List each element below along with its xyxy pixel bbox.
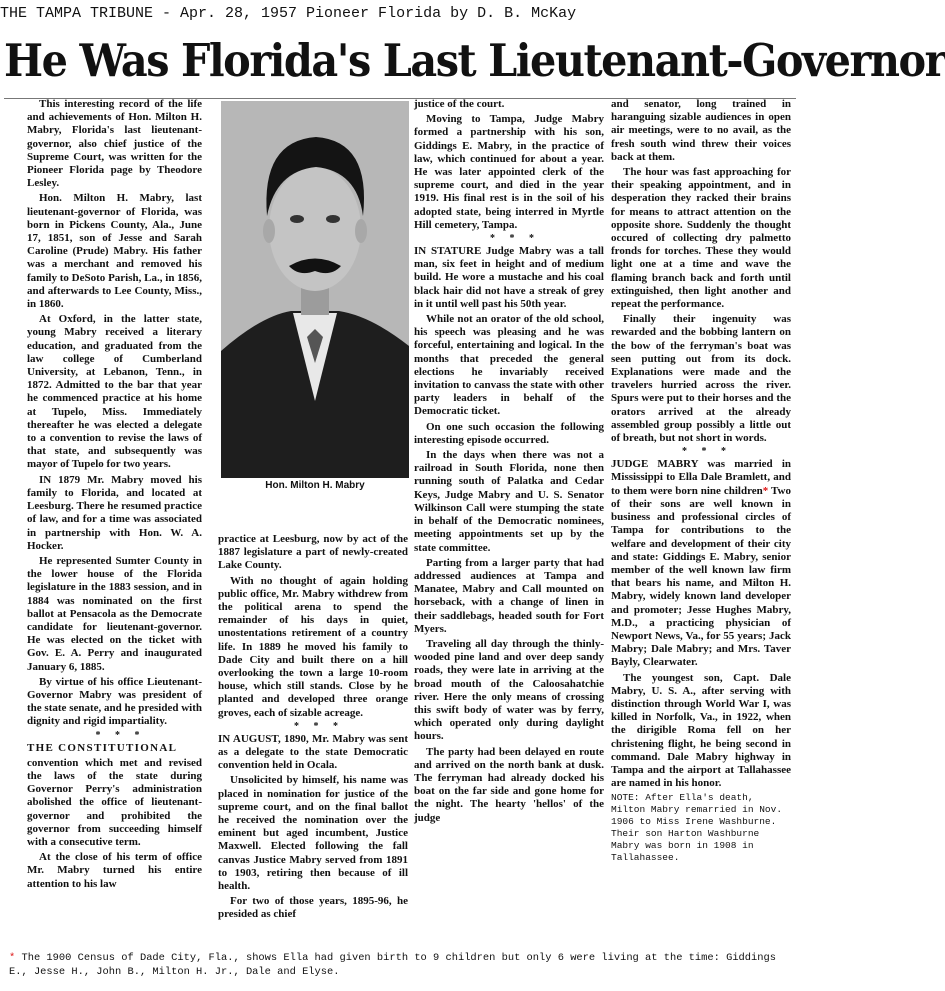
paragraph: Unsolicited by himself, his name was placed in nomination for justice of the supreme court, and on the final ballot he received the nomination over the eminent but aged incumbent, Justice Maxwell. Elected following the fall canvas Justice Mabry served from 1891 to 1903, retiring then because of ill health.	[218, 774, 408, 893]
paragraph: convention which met and revised the laws of the state during Governor Perry's administration abolished the office of lieutenant-governor and prohibited the governor from succeeding himself with a consecutive term.	[27, 756, 202, 848]
paragraph: He represented Sumter County in the lower house of the Florida legislature in the 1883 session, and in 1884 was nominated on the first ballot at Pensacola as the Democrate candidate for lieutenant-governor. He was elected on the ticket with Gov. E. A. Perry and inaugurated January 6, 1885.	[27, 554, 202, 673]
section-separator: * * *	[95, 729, 146, 741]
header-line: THE TAMPA TRIBUNE - Apr. 28, 1957 Pioneer Florida by D. B. McKay	[0, 5, 577, 22]
paragraph: By virtue of his office Lieutenant-Governor Mabry was president of the state senate, and he presided with dignity and rigid impartiality.	[27, 675, 202, 728]
portrait-photo	[221, 101, 409, 478]
paragraph: With no thought of again holding public office, Mr. Mabry withdrew from the political arena to spend the remainder of his days in quiet, unostentations retirement of a country life. In 1889 he moved his family to Dade City and built there on a hill overlooking the town a large 10-room house, which still stands. Close by he planted and developed three orange groves, each of sizable acreage.	[218, 574, 408, 719]
column-3	[414, 98, 604, 827]
footnote	[9, 951, 794, 979]
paragraph: practice at Leesburg, now by act of the 1887 legislature a part of newly-created Lake County.	[218, 533, 408, 572]
column-4	[611, 98, 791, 866]
paragraph-part: Two of their sons are well known in business and professional circles of Tampa for contributions to the welfare and development of their city and state: Giddings E. Mabry, senior member of the well known law firm that bears his name, and Milton H. Mabry, widely known land developer and promoter; Jesse Hughes Mabry, M.D., a practicing physician of Newport News, Va., for 55 years; Jack Mabry; Dale Mabry; and Mrs. Taver Bayly, Clearwater.	[611, 484, 792, 669]
paragraph: Parting from a larger party that had addressed audiences at Tampa and Manatee, Mabry and Call mounted on horseback, with a change of linen in their saddlebags, headed south for Fort Myers.	[414, 556, 604, 635]
paragraph: IN STATURE Judge Mabry was a tall man, six feet in height and of medium build. He wore a mustache and his coal black hair did not have a streak of grey in it until well past his 50th year.	[414, 245, 604, 310]
section-separator: * * *	[682, 446, 732, 458]
paragraph: IN 1879 Mr. Mabry moved his family to Florida, and located at Leesburg. There he resumed practice of law, and for a time was associated in partnership with Hon. W. A. Hocker.	[27, 473, 202, 552]
section-separator: * * *	[490, 233, 540, 245]
footnote-text: The 1900 Census of Dade City, Fla., shows Ella had given birth to 9 children but only 6 were living at the time: Giddings E., Jesse H., John B., Milton H. Jr., Dale and Elyse.	[9, 952, 776, 978]
paragraph: The hour was fast approaching for their speaking appointment, and in desperation they racked their brains for means to attract attention on the opposite shore. Suddenly the thought occured of collecting dry palmetto fronds for torches. These they would light one at a time and wave the flaming branch back and forth until extinguished, then light another and repeat the performance.	[611, 166, 791, 311]
column-1	[27, 98, 202, 893]
paragraph: On one such occasion the following interesting episode occurred.	[414, 420, 604, 446]
headline: He Was Florida's Last Lieutenant-Governor	[4, 34, 945, 87]
footnote-marker: *	[762, 484, 769, 497]
section-lead: THE CONSTITUTIONAL	[27, 741, 178, 754]
portrait-illustration	[221, 101, 409, 478]
paragraph: Moving to Tampa, Judge Mabry formed a partnership with his son, Giddings E. Mabry, in the practice of law, which continued for about a year. He was later appointed clerk of the supreme court, and died in the year 1919. His final rest is in the soil of his adopted state, being interred in Myrtle Hill cemetery, Tampa.	[414, 113, 604, 231]
photo-caption: Hon. Milton H. Mabry	[265, 480, 365, 491]
paragraph: IN AUGUST, 1890, Mr. Mabry was sent as a delegate to the state Democratic convention held in Ocala.	[218, 732, 408, 772]
paragraph: While not an orator of the old school, his speech was pleasing and he was forceful, entertaining and logical. In the months that preceded the general elections he invariably received invitation to canvass the state with other party leaders in behalf of the Democratic ticket.	[414, 313, 604, 418]
paragraph: At Oxford, in the latter state, young Mabry received a literary education, and graduated from the law college of Cumberland University, at Lebanon, Tenn., in 1872. Admitted to the bar that year he commenced practice at his home at Tupelo, Miss. Immediately thereafter he was elected a delegate to a convention to revise the laws of that state, and subsequently was mayor of Tupelo for two years.	[27, 313, 202, 471]
editor-note: NOTE: After Ella's death, Milton Mabry remarried in Nov. 1906 to Miss Irene Washburne. Their son Harton Washburne Mabry was born in 1908 in Tallahassee.	[611, 792, 783, 864]
intro-paragraph: This interesting record of the life and achievements of Hon. Milton H. Mabry, Florida's last lieutenant-governor, also chief justice of the Supreme Court, was written for the Pioneer Florida page by Theodore Lesley.	[27, 98, 202, 190]
paragraph: The party had been delayed en route and arrived on the north bank at dusk. The ferryman had already docked his boat on the far side and gone home for the night. The hearty 'hellos' of the judge	[414, 745, 604, 824]
paragraph: justice of the court.	[414, 98, 505, 110]
column-2	[218, 533, 408, 924]
footnote-marker: *	[9, 952, 16, 964]
paragraph: In the days when there was not a railroad in South Florida, none then running south of Palatka and Cedar Keys, Judge Mabry and U. S. Senator Wilkinson Call were stumping the state in behalf of the Democratic nominees, meeting appointments set up by the state committee.	[414, 449, 604, 554]
paragraph	[611, 458, 791, 669]
section-separator: * * *	[294, 720, 344, 732]
paragraph: and senator, long trained in haranguing sizable audiences in open air meetings, were to no avail, as the fresh south wind threw their voices back at them.	[611, 98, 791, 163]
paragraph-part: JUDGE MABRY was married in Mississippi to Ella Dale Bramlett, and to them were born nine children	[611, 458, 791, 497]
paragraph: The youngest son, Capt. Dale Mabry, U. S. A., after serving with distinction through World War I, was killed in Norfolk, Va., in 1922, when the dirigible Roma fell on her christening flight, he being second in command. Dale Mabry highway in Tampa and the airport at Tallahassee are named in his honor.	[611, 671, 791, 790]
paragraph: For two of those years, 1895-96, he presided as chief	[218, 895, 408, 921]
paragraph: At the close of his term of office Mr. Mabry turned his entire attention to his law	[27, 851, 202, 890]
paragraph: Traveling all day through the thinly-wooded pine land and over deep sandy roads, they were late in arriving at the broad mouth of the Caloosahatchie river. Here the only means of crossing this swift body of water was by ferry, which operated only during daylight hours.	[414, 637, 604, 743]
paragraph: Finally their ingenuity was rewarded and the bobbing lantern on the bow of the ferryman's boat was seen putting out from its dock. Explanations were made and the travelers hurried across the river. Spurs were put to their horses and the orators arrived at the already assembled group possibly a little out of breath, but not short in words.	[611, 313, 791, 445]
paragraph: Hon. Milton H. Mabry, last lieutenant-governor of Florida, was born in Pickens County, Ala., June 17, 1851, son of Jesse and Sarah Caroline (Prude) Mabry. His father was a merchant and removed his family to DeSoto Parish, La., in 1856, and afterwards to Lee County, Miss., in 1860.	[27, 192, 202, 311]
